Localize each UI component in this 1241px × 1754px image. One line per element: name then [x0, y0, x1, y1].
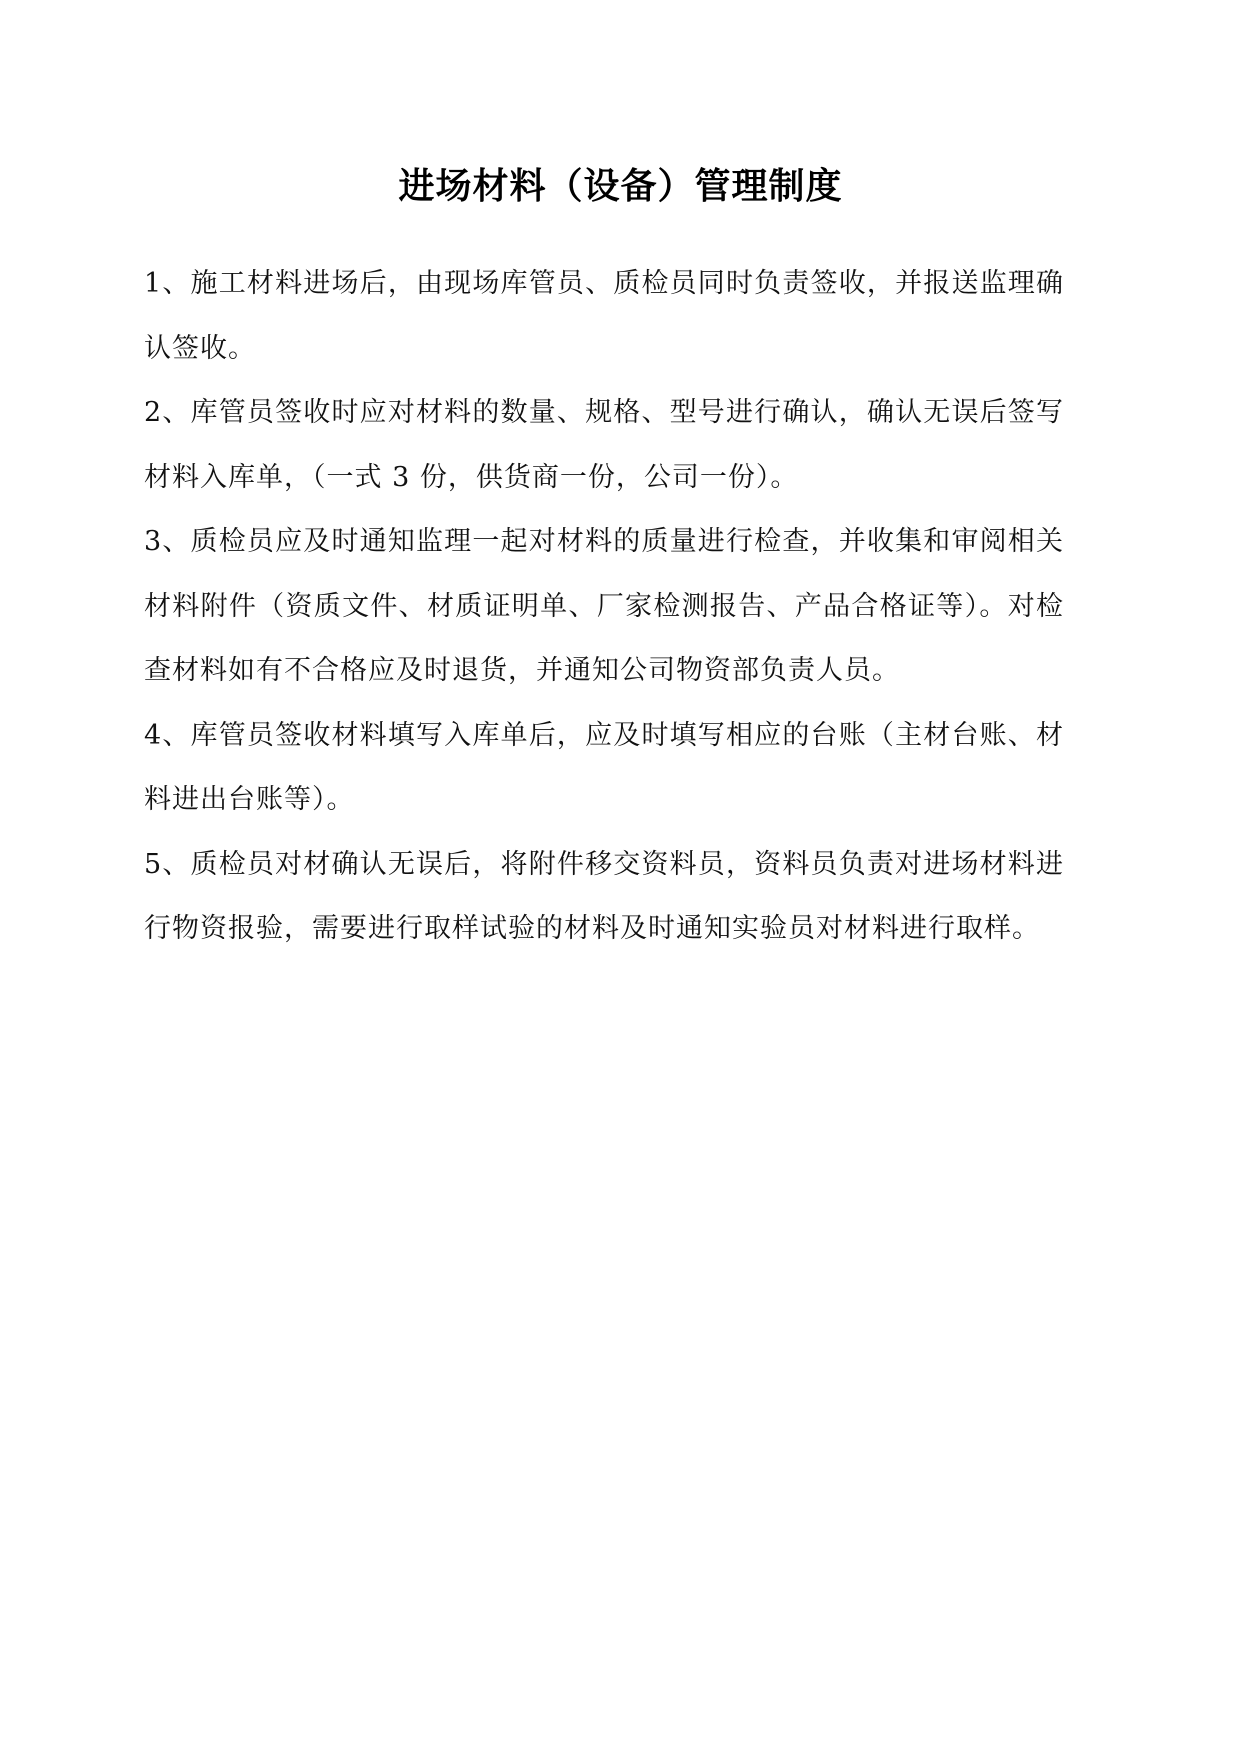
rule-paragraph-2: 2、库管员签收时应对材料的数量、规格、型号进行确认，确认无误后签写材料入库单，（一式 3 份，供货商一份，公司一份）。	[144, 397, 1064, 493]
rule-paragraph-1: 1、施工材料进场后，由现场库管员、质检员同时负责签收，并报送监理确认签收。	[144, 268, 1064, 364]
rule-paragraph-3: 3、质检员应及时通知监理一起对材料的质量进行检查，并收集和审阅相关材料附件（资质文件、材质证明单、厂家检测报告、产品合格证等）。对检查材料如有不合格应及时退货，并通知公司物资部负责人员。	[144, 526, 1064, 686]
rule-paragraph-5: 5、质检员对材确认无误后，将附件移交资料员，资料员负责对进场材料进行物资报验，需要进行取样试验的材料及时通知实验员对材料进行取样。	[144, 848, 1064, 944]
document-title: 进场材料（设备）管理制度	[398, 165, 843, 207]
document-body	[144, 252, 1064, 962]
rule-paragraph-4: 4、库管员签收材料填写入库单后，应及时填写相应的台账（主材台账、材料进出台账等）。	[144, 719, 1064, 815]
